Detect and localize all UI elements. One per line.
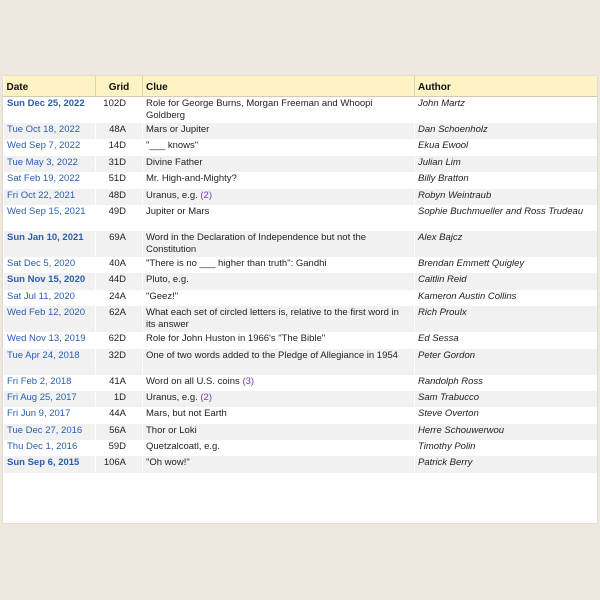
author-cell: Randolph Ross <box>415 375 598 391</box>
clue-text: Role for John Huston in 1966's "The Bible" <box>146 333 326 345</box>
table-row <box>4 257 598 273</box>
clue-text: "There is no ___ higher than truth": Gandhi <box>146 257 327 269</box>
author-cell: Dan Schoenholz <box>415 123 598 139</box>
grid-position: 48A <box>96 123 143 139</box>
grid-position: 62D <box>96 332 143 348</box>
clue-text: Uranus, e.g. <box>146 391 198 403</box>
table-row <box>4 407 598 423</box>
clue-text: Word in the Declaration of Independence but not the Constitution <box>146 231 367 255</box>
grid-position: 69A <box>96 231 143 257</box>
clue-cell <box>143 123 415 139</box>
author-cell: Rich Proulx <box>415 306 598 332</box>
table-row <box>4 189 598 205</box>
clue-table <box>3 76 597 473</box>
author-cell: Sophie Buchmueller and Ross Trudeau <box>415 205 598 231</box>
clue-cell <box>143 407 415 423</box>
table-row <box>4 349 598 375</box>
table-row <box>4 290 598 306</box>
grid-position: 44D <box>96 273 143 289</box>
author-cell: Julian Lim <box>415 156 598 172</box>
author-cell: Patrick Berry <box>415 456 598 472</box>
clue-cell <box>143 306 415 332</box>
clue-text: Mars, but not Earth <box>146 408 227 420</box>
clue-cell <box>143 391 415 407</box>
date-link[interactable]: Sun Jan 10, 2021 <box>4 231 96 257</box>
grid-position: 48D <box>96 189 143 205</box>
date-link[interactable]: Fri Aug 25, 2017 <box>4 391 96 407</box>
table-row <box>4 332 598 348</box>
clue-cell <box>143 189 415 205</box>
date-link[interactable]: Sat Feb 19, 2022 <box>4 172 96 188</box>
clue-text: "Geez!" <box>146 290 179 302</box>
grid-position: 32D <box>96 349 143 375</box>
table-row <box>4 375 598 391</box>
table-row <box>4 424 598 440</box>
clue-cell <box>143 424 415 440</box>
grid-position: 1D <box>96 391 143 407</box>
clue-cell <box>143 440 415 456</box>
author-cell: Alex Bajcz <box>415 231 598 257</box>
clue-cell <box>143 97 415 124</box>
table-row <box>4 156 598 172</box>
date-link[interactable]: Wed Sep 7, 2022 <box>4 139 96 155</box>
clue-count-link[interactable]: (2) <box>200 391 213 403</box>
clue-cell <box>143 349 415 375</box>
clue-cell <box>143 290 415 306</box>
clue-cell <box>143 257 415 273</box>
author-cell: Ed Sessa <box>415 332 598 348</box>
grid-position: 44A <box>96 407 143 423</box>
date-link[interactable]: Tue May 3, 2022 <box>4 156 96 172</box>
clue-cell <box>143 231 415 257</box>
author-cell: Herre Schouwerwou <box>415 424 598 440</box>
date-link[interactable]: Wed Nov 13, 2019 <box>4 332 96 348</box>
date-link[interactable]: Fri Jun 9, 2017 <box>4 407 96 423</box>
table-row <box>4 456 598 472</box>
clue-text: Divine Father <box>146 156 203 168</box>
column-header-author[interactable]: Author <box>415 76 598 97</box>
author-cell: Timothy Polin <box>415 440 598 456</box>
clue-text: Mr. High-and-Mighty? <box>146 173 237 185</box>
table-row <box>4 205 598 231</box>
date-link[interactable]: Wed Feb 12, 2020 <box>4 306 96 332</box>
date-link[interactable]: Wed Sep 15, 2021 <box>4 205 96 231</box>
date-link[interactable]: Sat Jul 11, 2020 <box>4 290 96 306</box>
clue-text: "Oh wow!" <box>146 457 190 469</box>
clue-count-link[interactable]: (3) <box>242 375 255 387</box>
grid-position: 41A <box>96 375 143 391</box>
clue-count-link[interactable]: (2) <box>200 189 213 201</box>
author-cell: Sam Trabucco <box>415 391 598 407</box>
grid-position: 59D <box>96 440 143 456</box>
clue-cell <box>143 172 415 188</box>
clue-cell <box>143 332 415 348</box>
author-cell: Robyn Weintraub <box>415 189 598 205</box>
date-link[interactable]: Sat Dec 5, 2020 <box>4 257 96 273</box>
date-link[interactable]: Sun Dec 25, 2022 <box>4 97 96 124</box>
grid-position: 40A <box>96 257 143 273</box>
author-cell: Caitlin Reid <box>415 273 598 289</box>
date-link[interactable]: Tue Dec 27, 2016 <box>4 424 96 440</box>
table-row <box>4 231 598 257</box>
table-row <box>4 440 598 456</box>
author-cell: Steve Overton <box>415 407 598 423</box>
date-link[interactable]: Tue Oct 18, 2022 <box>4 123 96 139</box>
table-row <box>4 273 598 289</box>
author-cell: John Martz <box>415 97 598 124</box>
table-body <box>4 97 598 473</box>
clue-text: One of two words added to the Pledge of Allegiance in 1954 <box>146 349 398 361</box>
clue-history-panel <box>3 76 597 523</box>
clue-text: Uranus, e.g. <box>146 189 198 201</box>
author-cell: Kameron Austin Collins <box>415 290 598 306</box>
clue-cell <box>143 139 415 155</box>
date-link[interactable]: Sun Sep 6, 2015 <box>4 456 96 472</box>
grid-position: 62A <box>96 306 143 332</box>
table-row <box>4 172 598 188</box>
grid-position: 106A <box>96 456 143 472</box>
clue-text: Thor or Loki <box>146 424 197 436</box>
column-header-grid[interactable]: Grid <box>96 76 143 97</box>
grid-position: 24A <box>96 290 143 306</box>
table-row <box>4 306 598 332</box>
clue-cell <box>143 456 415 472</box>
date-link[interactable]: Fri Oct 22, 2021 <box>4 189 96 205</box>
author-cell: Billy Bratton <box>415 172 598 188</box>
clue-text: Role for George Burns, Morgan Freeman and Whoopi Goldberg <box>146 98 373 121</box>
author-cell: Brendan Emmett Quigley <box>415 257 598 273</box>
clue-cell <box>143 156 415 172</box>
clue-text: What each set of circled letters is, relative to the first word in its answer <box>146 307 399 331</box>
table-row <box>4 123 598 139</box>
author-cell: Peter Gordon <box>415 349 598 375</box>
date-link[interactable]: Tue Apr 24, 2018 <box>4 349 96 375</box>
table-header <box>4 76 598 97</box>
date-link[interactable]: Sun Nov 15, 2020 <box>4 273 96 289</box>
date-link[interactable]: Fri Feb 2, 2018 <box>4 375 96 391</box>
table-row <box>4 97 598 124</box>
clue-text: Mars or Jupiter <box>146 124 210 135</box>
grid-position: 51D <box>96 172 143 188</box>
column-header-date[interactable]: Date <box>4 76 96 97</box>
grid-position: 49D <box>96 205 143 231</box>
clue-text: Pluto, e.g. <box>146 274 189 286</box>
clue-cell <box>143 375 415 391</box>
grid-position: 14D <box>96 139 143 155</box>
grid-position: 31D <box>96 156 143 172</box>
table-row <box>4 139 598 155</box>
author-cell: Ekua Ewool <box>415 139 598 155</box>
column-header-clue[interactable]: Clue <box>143 76 415 97</box>
clue-text: Word on all U.S. coins <box>146 375 240 387</box>
clue-text: Jupiter or Mars <box>146 205 210 217</box>
clue-text: "___ knows" <box>146 140 199 152</box>
grid-position: 56A <box>96 424 143 440</box>
grid-position: 102D <box>96 97 143 124</box>
table-row <box>4 391 598 407</box>
clue-cell <box>143 205 415 231</box>
date-link[interactable]: Thu Dec 1, 2016 <box>4 440 96 456</box>
clue-text: Quetzalcoatl, e.g. <box>146 441 220 453</box>
clue-cell <box>143 273 415 289</box>
